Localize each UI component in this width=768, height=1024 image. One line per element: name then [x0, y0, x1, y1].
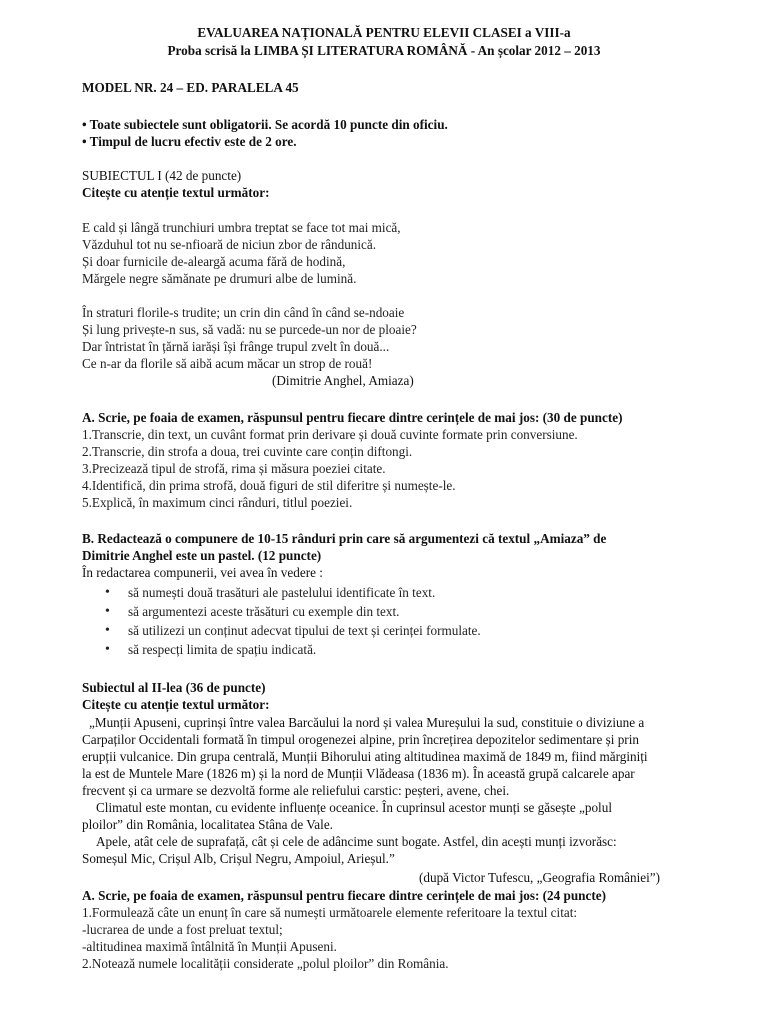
text-line: Apele, atât cele de suprafață, cât și cele de adâncime sunt bogate. Astfel, din acești munți izvorăsc:	[96, 834, 617, 849]
task-item: 4.Identifică, din prima strofă, două figuri de stil diferitre și numește-le.	[82, 478, 456, 493]
task-item: -altitudinea maximă întâlnită în Munții Apuseni.	[82, 939, 337, 954]
task-item: 3.Precizează tipul de strofă, rima și măsura poeziei citate.	[82, 461, 386, 476]
poem-line: Și doar furnicile de-aleargă acuma fără de hodină,	[82, 254, 346, 269]
rule-line: • Timpul de lucru efectiv este de 2 ore.	[82, 134, 297, 149]
task-item: 2.Notează numele localității considerate „polul ploilor” din România.	[82, 956, 449, 971]
bullet-item: • să numești două trasături ale pastelului identificate în text.	[128, 584, 435, 601]
text-line: „Munții Apuseni, cuprinși între valea Barcăului la nord și valea Mureșului la sud, constituie o diviziune a	[89, 715, 645, 730]
bullet-item: • să utilizezi un conținut adecvat tipului de text și cerinței formulate.	[128, 622, 481, 639]
text-line: Carpaților Occidentali formată în timpul orogenezei alpine, prin încrețirea depozitelor sedimentare și prin	[82, 732, 639, 747]
task-item: 1.Formulează câte un enunț în care să numești următoarele elemente referitoare la textul citat:	[82, 905, 578, 920]
task-item: -lucrarea de unde a fost preluat textul;	[82, 922, 283, 937]
subiect1-heading: SUBIECTUL I (42 de puncte)	[82, 168, 242, 183]
bullet-item: • să argumentezi aceste trăsături cu exemple din text.	[128, 603, 399, 620]
subiect1-partB-heading: B. Redactează o compunere de 10-15 rânduri prin care să argumentezi că textul „Amiaza” de	[82, 531, 607, 546]
poem-line: Văzduhul tot nu se-nfioară de niciun zbor de rândunică.	[82, 237, 377, 252]
poem-line: Și lung privește-n sus, să vadă: nu se purcede-un nor de ploaie?	[82, 322, 417, 337]
text-line: Someșul Mic, Crișul Alb, Crișul Negru, Ampoiul, Arieșul.”	[82, 851, 395, 866]
rule-line: • Toate subiectele sunt obligatorii. Se acordă 10 puncte din oficiu.	[82, 117, 448, 132]
bullet-item: • să respecți limita de spațiu indicată.	[128, 641, 316, 658]
poem-line: Mărgele negre sămănate pe drumuri albe de lumină.	[82, 271, 357, 286]
poem-line: Dar întristat în țărnă iarăși își frânge trupul zvelt în două...	[82, 339, 390, 354]
text-source: (după Victor Tufescu, „Geografia României”)	[419, 870, 661, 885]
task-item: 2.Transcrie, din strofa a doua, trei cuvinte care conțin diftongi.	[82, 444, 413, 459]
text-line: la est de Muntele Mare (1826 m) și la nord de Munții Vlădeasa (1836 m). În această grupă calcarele apar	[82, 766, 635, 781]
partB-intro: În redactarea compunerii, vei avea în vedere :	[82, 565, 323, 580]
text-line: Climatul este montan, cu evidente influențe oceanice. În cuprinsul acestor munți se găsește „polul	[96, 800, 612, 815]
text-line: erupții vulcanice. Din grupa centrală, Munții Bihorului ating altitudinea maximă de 1849 m, fiind mărginiți	[82, 749, 648, 764]
task-item: 5.Explică, în maximum cinci rânduri, titlul poeziei.	[82, 495, 353, 510]
poem-line: În straturi florile-s trudite; un crin din când în când se-ndoaie	[82, 305, 405, 320]
subiect1-partA-heading: A. Scrie, pe foaia de examen, răspunsul pentru fiecare dintre cerințele de mai jos: (30 de puncte)	[82, 410, 623, 425]
model-label: MODEL NR. 24 – ED. PARALELA 45	[82, 80, 299, 95]
text-line: frecvent și ca urmare se dezvoltă forme ale reliefului carstic: peșteri, avene, chei.	[82, 783, 510, 798]
exam-subtitle: Proba scrisă la LIMBA ȘI LITERATURA ROMÂNĂ - An școlar 2012 – 2013	[167, 43, 601, 58]
poem-line: Ce n-ar da florile să aibă acum măcar un strop de rouă!	[82, 356, 373, 371]
subiect1-instruction: Citește cu atenție textul următor:	[82, 185, 270, 200]
poem-source: (Dimitrie Anghel, Amiaza)	[272, 373, 414, 388]
subiect1-partB-heading: Dimitrie Anghel este un pastel. (12 puncte)	[82, 548, 322, 563]
subiect2-partA-heading: A. Scrie, pe foaia de examen, răspunsul pentru fiecare dintre cerințele de mai jos: (24 puncte)	[82, 888, 607, 903]
poem-line: E cald și lângă trunchiuri umbra treptat se face tot mai mică,	[82, 220, 401, 235]
subiect2-heading: Subiectul al II-lea (36 de puncte)	[82, 680, 266, 695]
task-item: 1.Transcrie, din text, un cuvânt format prin derivare și două cuvinte formate prin conversiune.	[82, 427, 578, 442]
text-line: ploilor” din România, localitatea Stâna de Vale.	[82, 817, 333, 832]
subiect2-instruction: Citește cu atenție textul următor:	[82, 697, 270, 712]
exam-title: EVALUAREA NAȚIONALĂ PENTRU ELEVII CLASEI a VIII-a	[197, 25, 571, 40]
